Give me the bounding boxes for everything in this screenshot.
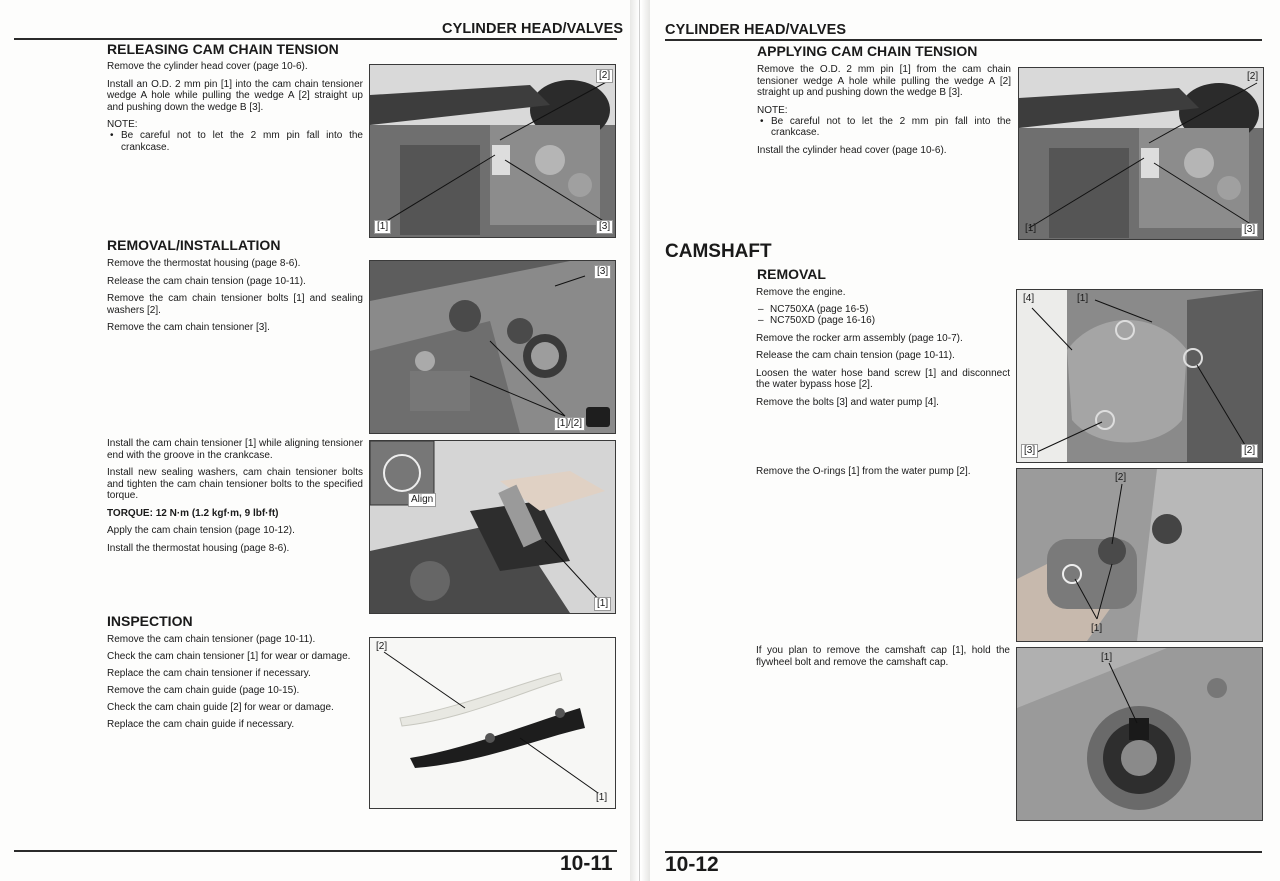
callout-align: Align [408, 493, 436, 507]
paragraph: Install an O.D. 2 mm pin [1] into the cam chain tensioner wedge A hole while pulling the wedge A [2] straight up and pushing down the wedge B [3]. [107, 78, 363, 113]
dash-item: – NC750XD (page 16-16) [756, 315, 1010, 327]
heading-camshaft: CAMSHAFT [665, 241, 772, 262]
paragraph: Release the cam chain tension (page 10-11). [107, 275, 306, 287]
engine-photo-illustration [370, 65, 615, 237]
paragraph: Check the cam chain tensioner [1] for wear or damage. [107, 651, 351, 662]
callout: [2] [1115, 472, 1127, 483]
callout: [2] [1247, 71, 1259, 82]
sealant-icon [586, 407, 610, 427]
note-label: NOTE: [757, 104, 788, 116]
heading-applying: APPLYING CAM CHAIN TENSION [757, 43, 978, 59]
paragraph: Remove the cylinder head cover (page 10-6). [107, 61, 308, 72]
callout: [1] [1025, 223, 1037, 234]
callout: [1]/[2] [554, 417, 585, 431]
engine-photo-illustration [370, 261, 615, 433]
note-bullet: • Be careful not to let the 2 mm pin fall into the crankcase. [107, 130, 363, 153]
water-pump-illustration [1017, 469, 1262, 641]
paragraph: Remove the cam chain tensioner (page 10-11). [107, 634, 316, 645]
heading-releasing: RELEASING CAM CHAIN TENSION [107, 41, 339, 57]
callout: [2] [596, 69, 613, 83]
subheading-removal: REMOVAL [757, 266, 826, 282]
photo-inspection [369, 637, 616, 809]
photo-orings [1016, 468, 1263, 642]
paragraph: Remove the cam chain tensioner bolts [1] and sealing washers [2]. [107, 293, 363, 316]
install-text [107, 438, 363, 554]
applying-text [757, 64, 1011, 156]
orings-text: Remove the O-rings [1] from the water pump [2]. [756, 466, 971, 477]
photo-applying [1018, 67, 1264, 240]
engine-photo-illustration [370, 441, 615, 613]
photo-removal [369, 260, 616, 434]
paragraph: Remove the cam chain guide (page 10-15). [107, 685, 300, 696]
paragraph: Remove the O.D. 2 mm pin [1] from the cam chain tensioner wedge A hole while pulling the wedge A [2] straight up and pushing down the wedge B [3]. [757, 64, 1011, 98]
callout: [1] [596, 792, 608, 803]
camshaft-text [756, 287, 1010, 408]
paragraph: Replace the cam chain tensioner if necessary. [107, 668, 311, 679]
note-bullet: • Be careful not to let the 2 mm pin fall into the crankcase. [757, 116, 1011, 139]
callout: [1] [594, 597, 611, 611]
paragraph: Apply the cam chain tension (page 10-12). [107, 525, 295, 536]
heading-removal-installation: REMOVAL/INSTALLATION [107, 237, 281, 253]
page-number-right: 10-12 [665, 853, 719, 876]
paragraph: Install the thermostat housing (page 8-6). [107, 542, 290, 554]
photo-water-pump [1016, 289, 1263, 463]
tensioner-guide-illustration [370, 638, 615, 808]
paragraph: Remove the thermostat housing (page 8-6). [107, 258, 301, 269]
dash-item: – NC750XA (page 16-5) [756, 304, 1010, 316]
paragraph: Install the cylinder head cover (page 10-6). [757, 144, 947, 156]
engine-photo-illustration [1019, 68, 1263, 239]
note-label: NOTE: [107, 119, 138, 130]
gutter-line [639, 0, 640, 881]
right-page [650, 0, 1280, 881]
paragraph: Install new sealing washers, cam chain tensioner bolts and tighten the cam chain tensioner bolts to the specified torque. [107, 467, 363, 501]
left-page [0, 0, 630, 881]
paragraph: Remove the engine. [756, 287, 846, 298]
camshaft-cap-illustration [1017, 648, 1262, 820]
header-rule [665, 39, 1262, 41]
callout: [2] [376, 641, 388, 652]
photo-releasing [369, 64, 616, 238]
callout: [3] [594, 265, 611, 279]
paragraph: Check the cam chain guide [2] for wear or damage. [107, 702, 334, 713]
callout: [3] [596, 220, 613, 234]
running-title-right: CYLINDER HEAD/VALVES [665, 22, 847, 38]
callout: [3] [1021, 444, 1038, 458]
photo-camshaft-cap [1016, 647, 1263, 821]
inspection-text [107, 634, 363, 731]
paragraph: Replace the cam chain guide if necessary. [107, 719, 295, 730]
callout: [1] [374, 220, 391, 234]
footer-rule [665, 851, 1262, 853]
cap-text: If you plan to remove the camshaft cap [1], hold the flywheel bolt and remove the camshaft cap. [756, 645, 1010, 668]
callout: [4] [1023, 293, 1035, 304]
paragraph: Loosen the water hose band screw [1] and disconnect the water bypass hose [2]. [756, 367, 1010, 390]
engine-photo-illustration [1017, 290, 1262, 462]
releasing-text [107, 61, 363, 153]
page-number-left: 10-11 [560, 852, 613, 875]
book-gutter [630, 0, 650, 881]
paragraph: Remove the bolts [3] and water pump [4]. [756, 396, 939, 408]
running-title-left: CYLINDER HEAD/VALVES [442, 21, 624, 37]
removal-text [107, 258, 363, 334]
callout: [3] [1241, 223, 1258, 237]
paragraph: Remove the rocker arm assembly (page 10-7). [756, 332, 963, 344]
footer-rule [14, 850, 617, 852]
paragraph: Remove the cam chain tensioner [3]. [107, 322, 270, 333]
photo-install [369, 440, 616, 614]
paragraph: Release the cam chain tension (page 10-11). [756, 350, 955, 361]
heading-inspection: INSPECTION [107, 613, 193, 629]
callout: [1] [1091, 623, 1103, 634]
callout: [1] [1101, 652, 1113, 663]
header-rule [14, 38, 617, 40]
callout: [2] [1241, 444, 1258, 458]
callout: [1] [1077, 293, 1089, 304]
paragraph: Install the cam chain tensioner [1] while aligning tensioner end with the groove in the crankcase. [107, 438, 363, 461]
torque-spec: TORQUE: 12 N·m (1.2 kgf·m, 9 lbf·ft) [107, 507, 279, 519]
